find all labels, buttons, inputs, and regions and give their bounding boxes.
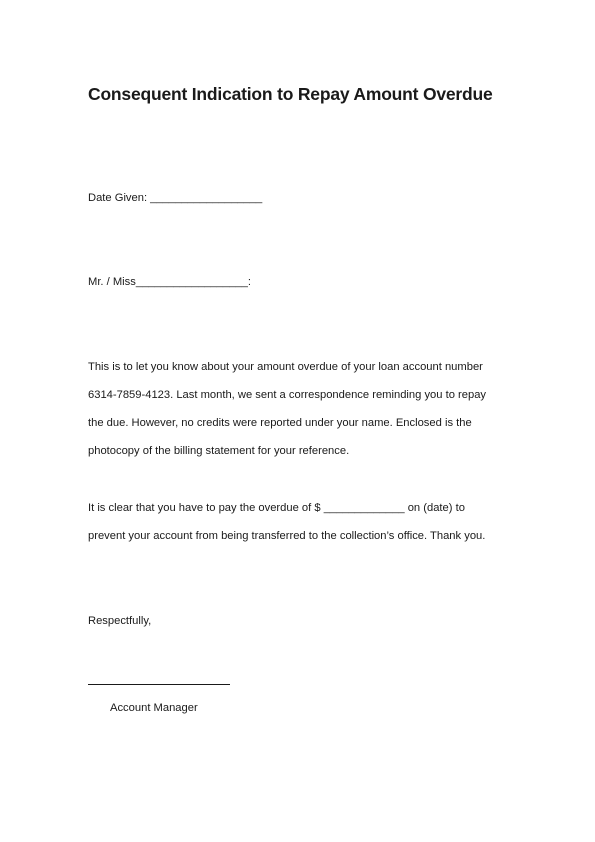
signature-line (88, 684, 230, 685)
paragraph-1-line-3: the due. However, no credits were reported under your name. Enclosed is the (88, 417, 472, 429)
paragraph-1-line-2: 6314-7859-4123. Last month, we sent a correspondence reminding you to repay (88, 389, 487, 401)
signer-title: Account Manager (110, 702, 198, 714)
paragraph-1-line-1: This is to let you know about your amount overdue of your loan account number (88, 361, 483, 373)
paragraph-1-line-4: photocopy of the billing statement for your reference. (88, 445, 350, 457)
paragraph-2-line-1: It is clear that you have to pay the overdue of $ _____________ on (date) to (88, 502, 465, 514)
salutation-line: Mr. / Miss__________________: (88, 276, 251, 288)
closing-line: Respectfully, (88, 615, 152, 627)
paragraph-2-line-2: prevent your account from being transferred to the collection’s office. Thank you. (88, 530, 486, 542)
date-given-line: Date Given: __________________ (88, 192, 263, 204)
document-title: Consequent Indication to Repay Amount Overdue (88, 84, 493, 104)
